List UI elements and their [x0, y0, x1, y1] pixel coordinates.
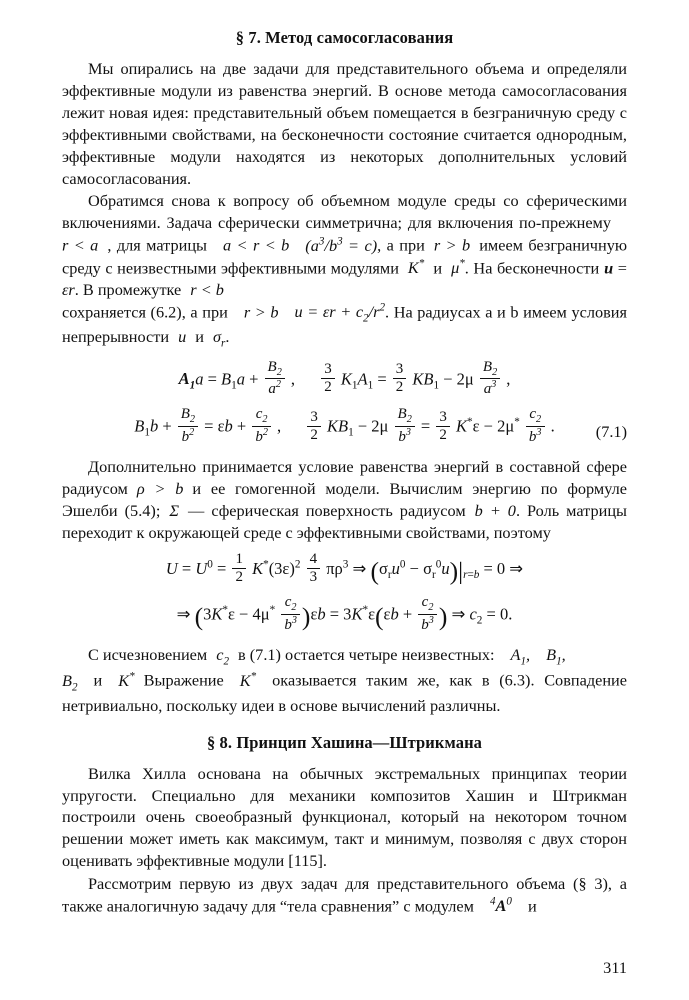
math-sigma-r: $\sigma_r$: [212, 327, 226, 350]
paragraph-2-text-6: . На бесконечности: [464, 258, 600, 277]
math-r-gt-b-2: r > b: [243, 302, 279, 322]
paragraph-3-text-3: — сферическая поверхность радиусом: [188, 501, 466, 521]
equation-tag-7-1: (7.1): [595, 422, 627, 442]
paragraph-1: Мы опирались на две задачи для представительного объема и определяли эффективные модули из равенства энергий. В основе метода самосогласования лежит новая идея: представительный объем помещается в безграничную среду с эффективными свойствами, на бесконечности состояние считается однородным, эффективные модули находятся из некоторых дополнительных условий самосогласования.: [62, 59, 627, 188]
equation-line: $U = U^0$ = $\frac{1}{2}$ $K^*(3\varepsilon)^2$ $\frac{4}{3}$ $\pi\rho^3$ ⇒ $(\sigma_ru^0 - \sigma_r^0u)|_{r=b} = 0$ ⇒: [165, 551, 524, 586]
math-a3-b3-c: $(a^3/b^3 = c)$: [305, 235, 378, 255]
paragraph-2-text-10: и: [195, 327, 204, 347]
math-r-gt-b: r > b: [433, 235, 471, 255]
paragraph-3-text-4: . Роль матрицы переходит к окружающей среде с эффективными свойствами, поэтому: [62, 501, 627, 543]
paragraph-2-text-11: .: [225, 327, 230, 347]
paragraph-2-text-9: . На радиусах a и b имеем условия непрерывности: [62, 302, 627, 347]
paragraph-5: Вилка Хилла основана на обычных экстремальных принципах теории упругости. Специально для механики композитов Хашин и Штрикман построили очень своеобразный функционал, который на некотором точном решении может иметь как максимум, такт и минимум, позволяя с двух сторон оценивать эффективные модули [115].: [62, 763, 627, 871]
paragraph-4-text-2: в (7.1) остается четыре неизвестных:: [238, 645, 495, 664]
paragraph-4-text-4: Выражение: [143, 670, 224, 690]
paragraph-3: [62, 456, 627, 544]
math-K-star: K*: [407, 257, 425, 277]
paragraph-3-text-2: и ее гомогенной модели. Вычислим энергию по формуле Эшелби (5.4);: [62, 479, 627, 521]
equation-line: ⇒ (3K*ε − 4μ* $\frac{c_2}{b^3}$ )εb = 3K*ε(εb + $\frac{c_2}{b^3}$ ) ⇒ $c_2 = 0$.: [176, 594, 513, 633]
paragraph-4: [62, 644, 627, 717]
section-title-7: § 7. Метод самосогласования: [235, 28, 454, 47]
equation-line: $B_1b$ + $\frac{B_2}{b^2}$ = εb + $\frac{c_2}{b^2}$ , $\frac{3}{2}$ $KB_1 - 2\mu$ $\frac{B_2}{b^3}$ = $\frac{3}{2}$ K*ε − 2μ* $\frac{c_2}{b^3}$ .: [134, 406, 555, 446]
page-number: 311: [603, 958, 627, 977]
math-mu-star: μ*: [451, 257, 465, 277]
section-title-8: § 8. Принцип Хашина—Штрикмана: [206, 732, 483, 752]
math-u-eps-r-c2: $u = \varepsilon r + c_2/r^2$: [294, 301, 386, 325]
equation-c2-zero: [62, 596, 627, 635]
paragraph-2: Обратимся снова к вопросу об объемном модуле среды со сферическими включениями. Задача сферически симметрична; для включения по-прежнемуr < a , для матрицы a < r < b $(a^3/b^3 = c)$, а при r > b имеем безграничную среду с неизвестными эффективными модулями K* и μ*. На бесконечности u = εr. В промежутке r < b сохраняется (6.2), а при r > b $u = \varepsilon r + c_2/r^2$. На радиусах a и b имеем условия непрерывности u и $\sigma_r$.: [62, 191, 628, 350]
math-c2: $c_2$: [216, 645, 229, 668]
math-u-eps-r: u: [604, 258, 614, 277]
paragraph-2-text-4: имеем безграничную среду с неизвестными эффективными модулями: [62, 235, 628, 277]
math-b-plus-0: b + 0: [474, 501, 516, 521]
math-rho-gt-b: ρ > b: [136, 479, 184, 499]
paragraph-2-text-3: , а при: [377, 235, 425, 255]
paragraph-2-text-2: , для матрицы: [107, 235, 207, 255]
paragraph-4-text-3: и: [93, 670, 103, 690]
paragraph-6-text-2: и: [527, 896, 537, 916]
paragraph-2-text-5: и: [433, 258, 443, 277]
paragraph-6-text-1: Рассмотрим первую из двух задач для представительного объема (§ 3), а также аналогичную задачу для “тела сравнения” с модулем: [62, 874, 627, 916]
math-r-lt-b: r < b: [190, 279, 224, 299]
equation-7-1-line-b: [62, 408, 627, 447]
paragraph-4-text-1: С исчезновением: [88, 645, 208, 664]
equation-energy: [62, 553, 627, 587]
math-4A0: $^4A^0$: [489, 896, 512, 916]
page-content: [62, 28, 627, 918]
math-r-lt-a: r < a: [62, 235, 99, 255]
math-sigma-surface: Σ: [169, 501, 180, 521]
equation-line: $A_1a = B_1a$ + $\frac{B_2}{a^2}$ , $\frac{3}{2}$ $K_1A_1$ = $\frac{3}{2}$ $KB_1 - 2\mu$ $\frac{B_2}{a^3}$ ,: [178, 358, 511, 398]
math-K-star-2: K*: [118, 670, 135, 690]
math-A1: $A_1$,: [510, 645, 531, 668]
math-B2: $B_2$: [62, 670, 78, 693]
paragraph-2-text-7: . В промежутке: [74, 279, 182, 299]
paragraph-6: [62, 873, 627, 917]
equation-7-1-line-a: [62, 358, 627, 400]
math-u: u: [178, 327, 187, 347]
math-K-star-3: K*: [239, 670, 257, 690]
paragraph-2-text-8: сохраняется (6.2), а при: [62, 302, 228, 322]
paragraph-3-text-1: Дополнительно принимается условие равенства энергий в составной сфере радиусом: [62, 457, 627, 499]
paragraph-2-text-1: Обратимся снова к вопросу об объемном модуле среды со сферическими включениями. Задача сферически симметрична; для включения по-прежнему: [62, 191, 627, 233]
math-B1: $B_1$,: [546, 645, 566, 668]
math-a-lt-r-lt-b: a < r < b: [222, 235, 290, 255]
paragraph-4-text-5: оказывается таким же, как в (6.3). Совпадение нетривиально, поскольку идеи в основе вычислений различны.: [62, 670, 627, 715]
